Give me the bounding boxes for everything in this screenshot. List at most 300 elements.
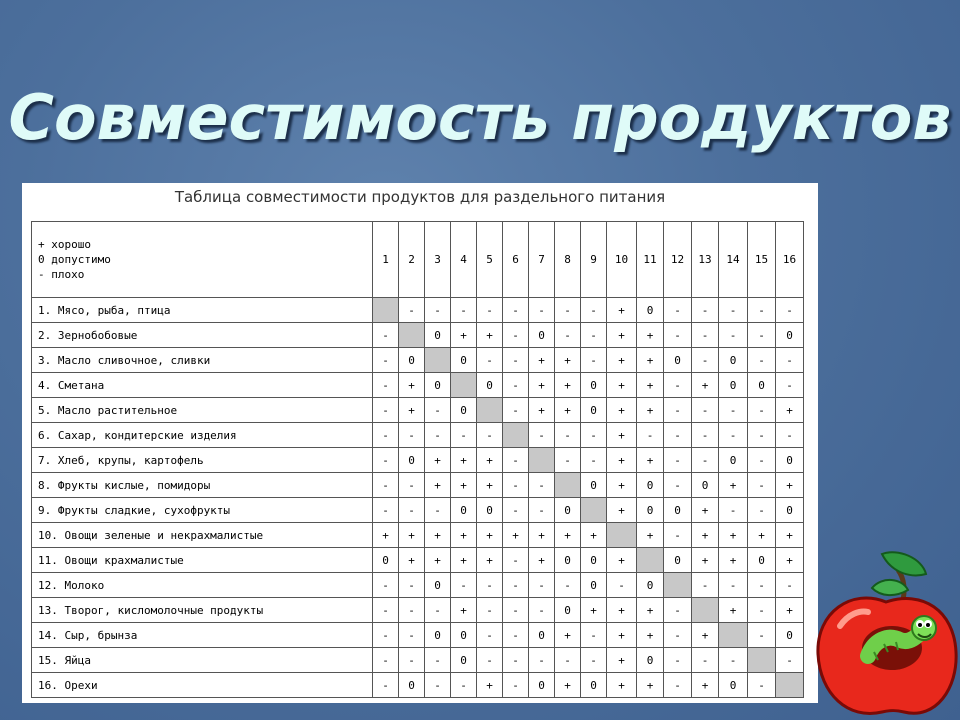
table-cell: - <box>664 298 692 323</box>
diagonal-cell <box>373 298 399 323</box>
table-cell: + <box>607 448 637 473</box>
table-cell: 0 <box>373 548 399 573</box>
table-cell: 0 <box>637 498 664 523</box>
table-cell: - <box>373 573 399 598</box>
table-cell: - <box>399 423 425 448</box>
table-cell: + <box>776 473 804 498</box>
table-cell: 0 <box>477 498 503 523</box>
table-cell: + <box>692 623 719 648</box>
table-cell: + <box>477 473 503 498</box>
table-cell: + <box>581 598 607 623</box>
table-cell: + <box>692 548 719 573</box>
legend <box>32 222 373 298</box>
table-cell: + <box>719 473 748 498</box>
table-row <box>32 498 804 523</box>
table-cell: - <box>529 473 555 498</box>
table-cell: - <box>748 323 776 348</box>
table-cell: - <box>373 448 399 473</box>
table-cell: + <box>451 448 477 473</box>
table-cell: + <box>607 648 637 673</box>
table-cell: + <box>477 523 503 548</box>
table-cell: - <box>748 398 776 423</box>
table-cell: + <box>425 473 451 498</box>
table-cell: 0 <box>637 648 664 673</box>
table-cell: 0 <box>529 623 555 648</box>
table-cell: - <box>529 573 555 598</box>
table-cell: - <box>477 623 503 648</box>
table-cell: - <box>664 598 692 623</box>
table-cell: + <box>607 398 637 423</box>
table-cell: - <box>692 398 719 423</box>
table-cell: - <box>503 623 529 648</box>
table-cell: + <box>503 523 529 548</box>
table-cell: - <box>748 348 776 373</box>
table-cell: 0 <box>581 473 607 498</box>
table-cell: - <box>503 298 529 323</box>
table-cell: + <box>776 398 804 423</box>
table-row <box>32 323 804 348</box>
table-cell: - <box>692 298 719 323</box>
table-cell: + <box>399 548 425 573</box>
table-cell: 0 <box>581 373 607 398</box>
table-cell: - <box>776 573 804 598</box>
table-cell: - <box>692 323 719 348</box>
table-cell: + <box>692 498 719 523</box>
table-cell: + <box>607 473 637 498</box>
row-label: 2. Зернобобовые <box>32 323 373 348</box>
table-cell: - <box>503 648 529 673</box>
table-cell: - <box>748 423 776 448</box>
table-cell: + <box>776 548 804 573</box>
legend-acceptable: 0 допустимо <box>38 253 111 266</box>
table-cell: - <box>776 298 804 323</box>
table-cell: + <box>555 523 581 548</box>
table-cell: + <box>637 598 664 623</box>
table-cell: 0 <box>451 398 477 423</box>
diagonal-cell <box>581 498 607 523</box>
apple-with-worm-icon <box>812 548 960 720</box>
column-header-1: 1 <box>373 222 399 298</box>
table-cell: - <box>477 598 503 623</box>
table-cell: + <box>555 673 581 698</box>
table-cell: - <box>637 423 664 448</box>
table-cell: - <box>529 598 555 623</box>
table-cell: 0 <box>555 598 581 623</box>
table-cell: + <box>477 448 503 473</box>
column-header-14: 14 <box>719 222 748 298</box>
row-label: 9. Фрукты сладкие, сухофрукты <box>32 498 373 523</box>
table-cell: + <box>637 523 664 548</box>
table-cell: 0 <box>719 373 748 398</box>
table-cell: + <box>399 523 425 548</box>
diagonal-cell <box>451 373 477 398</box>
table-cell: + <box>425 548 451 573</box>
table-cell: + <box>555 623 581 648</box>
table-cell: - <box>748 448 776 473</box>
table-cell: - <box>373 673 399 698</box>
column-header-4: 4 <box>451 222 477 298</box>
table-cell: + <box>692 523 719 548</box>
table-cell: 0 <box>692 473 719 498</box>
table-cell: 0 <box>399 448 425 473</box>
table-cell: 0 <box>451 648 477 673</box>
row-label: 15. Яйца <box>32 648 373 673</box>
table-cell: - <box>373 648 399 673</box>
row-label: 13. Творог, кисломолочные продукты <box>32 598 373 623</box>
table-cell: - <box>664 448 692 473</box>
table-cell: + <box>607 323 637 348</box>
table-cell: 0 <box>581 398 607 423</box>
column-header-13: 13 <box>692 222 719 298</box>
table-cell: + <box>555 348 581 373</box>
table-cell: - <box>399 298 425 323</box>
table-cell: - <box>748 598 776 623</box>
table-cell: - <box>503 573 529 598</box>
diagonal-cell <box>425 348 451 373</box>
table-cell: - <box>425 423 451 448</box>
table-cell: - <box>555 323 581 348</box>
table-cell: + <box>373 523 399 548</box>
table-cell: 0 <box>555 498 581 523</box>
table-cell: 0 <box>477 373 503 398</box>
table-cell: + <box>607 498 637 523</box>
compatibility-table <box>31 221 804 698</box>
table-cell: - <box>529 648 555 673</box>
table-cell: + <box>529 548 555 573</box>
table-cell: - <box>373 423 399 448</box>
column-header-16: 16 <box>776 222 804 298</box>
row-label: 4. Сметана <box>32 373 373 398</box>
table-cell: 0 <box>581 573 607 598</box>
table-cell: - <box>529 423 555 448</box>
column-header-6: 6 <box>503 222 529 298</box>
diagonal-cell <box>503 423 529 448</box>
table-row <box>32 548 804 573</box>
table-row <box>32 598 804 623</box>
table-cell: 0 <box>451 348 477 373</box>
table-cell: + <box>607 373 637 398</box>
table-cell: - <box>581 623 607 648</box>
table-cell: 0 <box>748 548 776 573</box>
table-cell: 0 <box>776 498 804 523</box>
table-cell: + <box>719 523 748 548</box>
row-label: 16. Орехи <box>32 673 373 698</box>
column-header-5: 5 <box>477 222 503 298</box>
row-label: 5. Масло растительное <box>32 398 373 423</box>
table-cell: + <box>399 373 425 398</box>
table-cell: + <box>692 373 719 398</box>
diagonal-cell <box>748 648 776 673</box>
table-cell: - <box>399 498 425 523</box>
table-cell: - <box>692 573 719 598</box>
table-cell: - <box>425 298 451 323</box>
table-cell: + <box>607 673 637 698</box>
column-header-7: 7 <box>529 222 555 298</box>
table-cell: + <box>607 623 637 648</box>
table-cell: - <box>719 298 748 323</box>
row-label: 14. Сыр, брынза <box>32 623 373 648</box>
table-cell: - <box>425 598 451 623</box>
table-cell: - <box>664 473 692 498</box>
diagonal-cell <box>399 323 425 348</box>
table-cell: + <box>607 423 637 448</box>
table-row <box>32 398 804 423</box>
table-cell: 0 <box>399 673 425 698</box>
diagonal-cell <box>719 623 748 648</box>
table-cell: + <box>425 448 451 473</box>
table-cell: - <box>776 348 804 373</box>
table-cell: - <box>373 498 399 523</box>
table-cell: - <box>477 423 503 448</box>
table-cell: + <box>637 373 664 398</box>
table-cell: + <box>477 323 503 348</box>
table-cell: - <box>503 598 529 623</box>
table-cell: - <box>748 298 776 323</box>
table-cell: - <box>399 598 425 623</box>
table-cell: + <box>776 598 804 623</box>
table-cell: + <box>451 523 477 548</box>
table-cell: 0 <box>664 348 692 373</box>
diagonal-cell <box>555 473 581 498</box>
table-row <box>32 473 804 498</box>
table-cell: + <box>477 673 503 698</box>
table-cell: + <box>451 473 477 498</box>
table-cell: - <box>748 673 776 698</box>
table-cell: - <box>664 648 692 673</box>
diagonal-cell <box>529 448 555 473</box>
table-cell: + <box>425 523 451 548</box>
table-cell: - <box>555 423 581 448</box>
table-cell: + <box>637 348 664 373</box>
table-row <box>32 623 804 648</box>
table-cell: - <box>425 673 451 698</box>
table-row <box>32 298 804 323</box>
row-label: 7. Хлеб, крупы, картофель <box>32 448 373 473</box>
table-cell: + <box>607 598 637 623</box>
row-label: 11. Овощи крахмалистые <box>32 548 373 573</box>
table-cell: - <box>719 498 748 523</box>
table-cell: + <box>529 523 555 548</box>
table-cell: - <box>373 348 399 373</box>
table-cell: 0 <box>719 348 748 373</box>
table-row <box>32 348 804 373</box>
row-label: 3. Масло сливочное, сливки <box>32 348 373 373</box>
diagonal-cell <box>664 573 692 598</box>
column-header-15: 15 <box>748 222 776 298</box>
table-cell: - <box>529 298 555 323</box>
table-cell: 0 <box>399 348 425 373</box>
table-cell: + <box>581 523 607 548</box>
table-cell: 0 <box>776 623 804 648</box>
table-heading: Таблица совместимости продуктов для раздельного питания <box>174 188 666 206</box>
column-header-12: 12 <box>664 222 692 298</box>
table-cell: - <box>425 648 451 673</box>
table-cell: 0 <box>555 548 581 573</box>
table-cell: - <box>503 548 529 573</box>
row-label: 12. Молоко <box>32 573 373 598</box>
column-header-10: 10 <box>607 222 637 298</box>
table-cell: 0 <box>637 473 664 498</box>
row-label: 8. Фрукты кислые, помидоры <box>32 473 373 498</box>
table-cell: - <box>581 298 607 323</box>
table-cell: + <box>719 598 748 623</box>
table-cell: + <box>637 448 664 473</box>
table-cell: 0 <box>425 323 451 348</box>
table-cell: 0 <box>581 673 607 698</box>
table-cell: + <box>748 523 776 548</box>
table-cell: - <box>664 423 692 448</box>
table-cell: - <box>581 648 607 673</box>
table-cell: - <box>664 373 692 398</box>
table-cell: 0 <box>451 498 477 523</box>
table-cell: + <box>692 673 719 698</box>
table-cell: 0 <box>664 498 692 523</box>
table-cell: 0 <box>776 448 804 473</box>
legend-good: + хорошо <box>38 238 91 251</box>
table-cell: - <box>692 448 719 473</box>
table-cell: 0 <box>451 623 477 648</box>
column-header-8: 8 <box>555 222 581 298</box>
table-cell: 0 <box>581 548 607 573</box>
table-cell: + <box>719 548 748 573</box>
table-cell: - <box>692 423 719 448</box>
table-cell: + <box>637 398 664 423</box>
table-cell: - <box>692 648 719 673</box>
table-cell: - <box>664 398 692 423</box>
row-label: 6. Сахар, кондитерские изделия <box>32 423 373 448</box>
table-cell: - <box>776 373 804 398</box>
table-cell: - <box>719 423 748 448</box>
table-cell: - <box>477 573 503 598</box>
table-cell: - <box>664 623 692 648</box>
table-cell: - <box>581 423 607 448</box>
table-cell: 0 <box>664 548 692 573</box>
column-header-11: 11 <box>637 222 664 298</box>
table-cell: 0 <box>529 673 555 698</box>
table-cell: - <box>503 448 529 473</box>
table-cell: + <box>529 373 555 398</box>
column-header-9: 9 <box>581 222 607 298</box>
table-cell: 0 <box>425 373 451 398</box>
table-cell: - <box>555 573 581 598</box>
table-cell: - <box>748 498 776 523</box>
table-cell: - <box>581 348 607 373</box>
table-cell: - <box>503 473 529 498</box>
slide-title: Совместимость продуктов <box>8 81 952 154</box>
table-cell: 0 <box>748 373 776 398</box>
table-cell: - <box>581 448 607 473</box>
table-cell: + <box>451 323 477 348</box>
header-row <box>32 222 804 298</box>
table-row <box>32 673 804 698</box>
table-cell: 0 <box>719 448 748 473</box>
table-cell: - <box>503 673 529 698</box>
table-cell: - <box>776 648 804 673</box>
row-label: 10. Овощи зеленые и некрахмалистые <box>32 523 373 548</box>
table-cell: + <box>776 523 804 548</box>
table-cell: + <box>477 548 503 573</box>
diagonal-cell <box>607 523 637 548</box>
table-cell: - <box>399 623 425 648</box>
table-cell: - <box>719 648 748 673</box>
table-row <box>32 448 804 473</box>
table-cell: - <box>425 498 451 523</box>
table-cell: - <box>399 573 425 598</box>
table-cell: - <box>503 348 529 373</box>
table-cell: + <box>637 623 664 648</box>
diagonal-cell <box>637 548 664 573</box>
table-cell: + <box>607 298 637 323</box>
table-panel <box>22 183 818 703</box>
table-cell: + <box>529 398 555 423</box>
table-cell: - <box>555 298 581 323</box>
table-cell: - <box>451 673 477 698</box>
legend-bad: - плохо <box>38 268 85 281</box>
table-cell: - <box>555 648 581 673</box>
table-cell: - <box>581 323 607 348</box>
table-cell: - <box>399 648 425 673</box>
table-cell: + <box>637 673 664 698</box>
table-row <box>32 648 804 673</box>
table-cell: - <box>477 348 503 373</box>
table-cell: + <box>607 548 637 573</box>
table-cell: - <box>503 498 529 523</box>
table-cell: - <box>373 398 399 423</box>
table-cell: + <box>451 598 477 623</box>
table-cell: + <box>451 548 477 573</box>
table-cell: + <box>637 323 664 348</box>
table-cell: - <box>477 648 503 673</box>
table-cell: - <box>373 473 399 498</box>
diagonal-cell <box>692 598 719 623</box>
table-cell: - <box>664 323 692 348</box>
diagonal-cell <box>776 673 804 698</box>
table-cell: 0 <box>637 573 664 598</box>
table-cell: - <box>607 573 637 598</box>
table-cell: + <box>399 398 425 423</box>
row-label: 1. Мясо, рыба, птица <box>32 298 373 323</box>
table-cell: - <box>748 623 776 648</box>
table-row <box>32 423 804 448</box>
table-cell: - <box>503 323 529 348</box>
table-cell: - <box>451 298 477 323</box>
table-cell: 0 <box>637 298 664 323</box>
table-cell: - <box>555 448 581 473</box>
table-cell: + <box>555 373 581 398</box>
table-cell: - <box>503 373 529 398</box>
table-cell: - <box>719 573 748 598</box>
column-header-3: 3 <box>425 222 451 298</box>
table-cell: - <box>503 398 529 423</box>
table-row <box>32 523 804 548</box>
table-row <box>32 573 804 598</box>
table-cell: + <box>555 398 581 423</box>
table-cell: + <box>529 348 555 373</box>
table-cell: - <box>373 598 399 623</box>
table-cell: - <box>719 398 748 423</box>
table-cell: - <box>748 473 776 498</box>
table-cell: - <box>399 473 425 498</box>
table-cell: 0 <box>529 323 555 348</box>
table-cell: - <box>451 573 477 598</box>
table-cell: - <box>664 523 692 548</box>
table-cell: - <box>692 348 719 373</box>
diagonal-cell <box>477 398 503 423</box>
table-cell: - <box>477 298 503 323</box>
table-cell: - <box>373 623 399 648</box>
table-cell: - <box>776 423 804 448</box>
table-row <box>32 373 804 398</box>
